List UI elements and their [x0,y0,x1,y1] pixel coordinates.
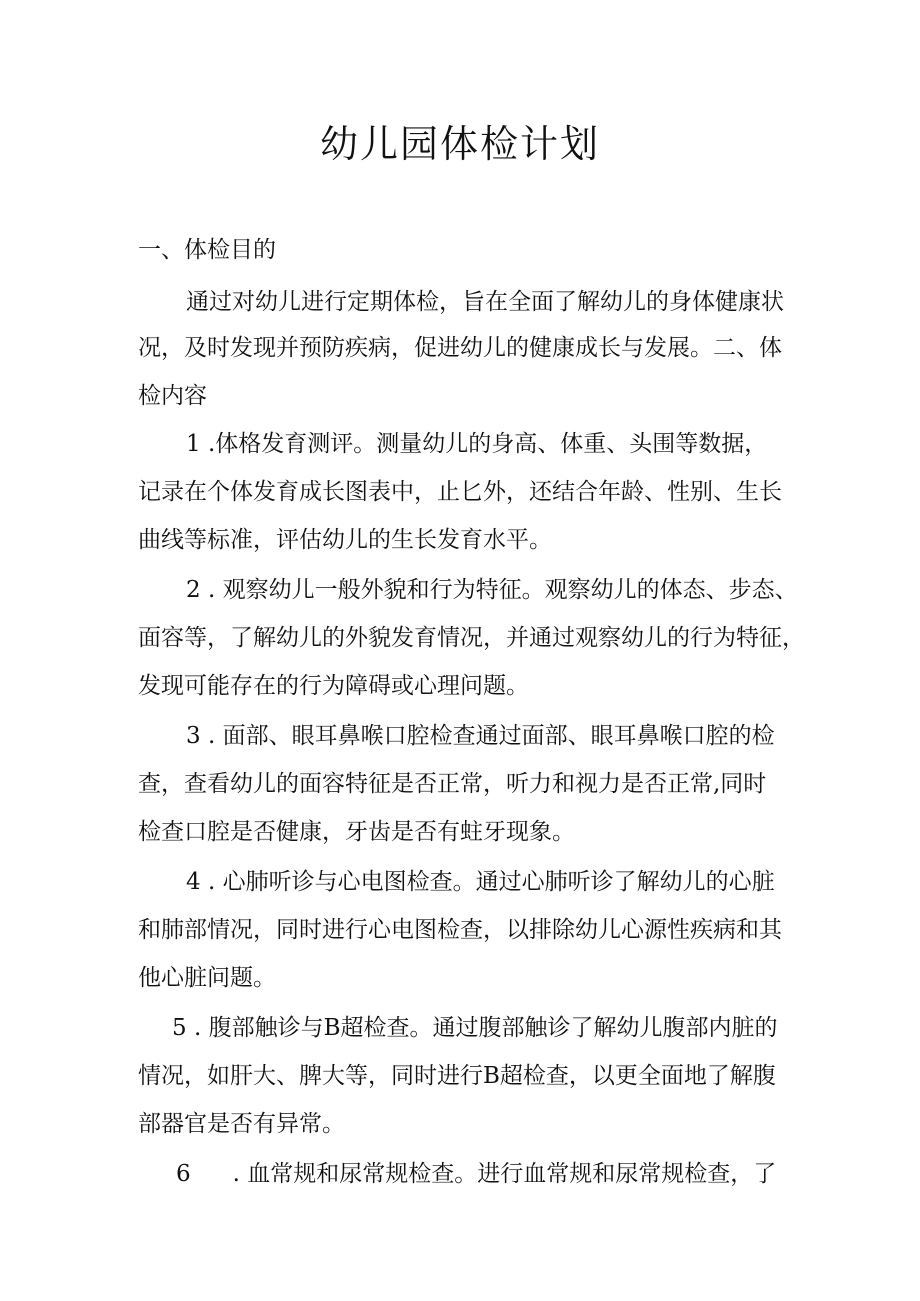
paragraph-line: 况，及时发现并预防疾病，促进幼儿的健康成长与发展。二、体 [138,335,782,361]
list-item-line: 5 . 腹部触诊与B超检查。通过腹部触诊了解幼儿腹部内脏的 [172,1015,778,1041]
list-item-line: 2 . 观察幼儿一般外貌和行为特征。观察幼儿的体态、步态、 [186,577,798,603]
list-item-line: 曲线等标准，评估幼儿的生长发育水平。 [138,527,552,553]
section-heading-purpose: 一、体检目的 [138,237,276,263]
list-item-line: 他心脏问题。 [138,965,276,991]
list-item-line: 面容等，了解幼儿的外貌发育情况，并通过观察幼儿的行为特征， [138,625,805,651]
list-item-number: 6 [176,1161,191,1187]
document-title: 幼儿园体检计划 [319,122,600,166]
list-item-line: 查，查看幼儿的面容特征是否正常，听力和视力是否正常,同时 [138,771,767,797]
list-item-line: 发现可能存在的行为障碍或心理问题。 [138,673,529,699]
list-item-line: 部器官是否有异常。 [138,1111,345,1137]
list-item-line: 检查口腔是否健康，牙齿是否有蛀牙现象。 [138,819,575,845]
list-item-line: 记录在个体发育成长图表中，止匕外，还结合年龄、性别、生长 [138,479,782,505]
list-item-line: 4 . 心肺听诊与心电图检查。通过心肺听诊了解幼儿的心脏 [186,869,775,895]
list-item-line [176,1154,776,1194]
paragraph-line: 检内容 [138,383,207,409]
list-item-line: 和肺部情况，同时进行心电图检查，以排除幼儿心源性疾病和其 [138,917,782,943]
list-item-line: 1 .体格发育测评。测量幼儿的身高、体重、头围等数据， [186,431,768,457]
paragraph-line: 通过对幼儿进行定期体检，旨在全面了解幼儿的身体健康状 [186,289,784,315]
list-item-line: 3 . 面部、眼耳鼻喉口腔检查通过面部、眼耳鼻喉口腔的检 [186,723,775,749]
list-item-text: . 血常规和尿常规检查。进行血常规和尿常规检查，了 [232,1161,777,1187]
list-item-line: 情况，如肝大、脾大等，同时进行B超检查，以更全面地了解腹 [138,1063,776,1089]
